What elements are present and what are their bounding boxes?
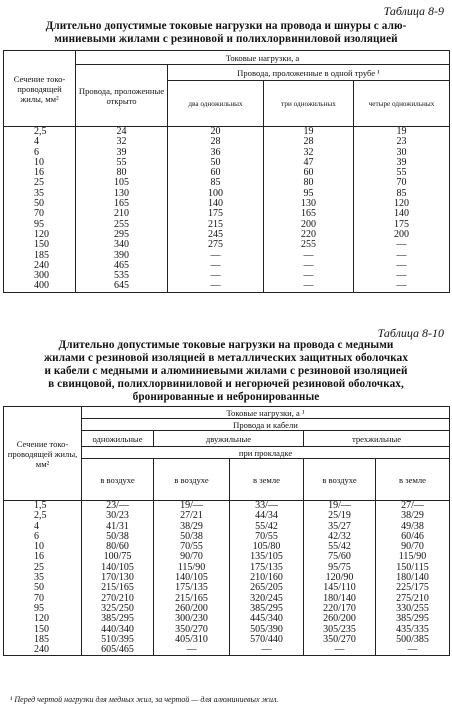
cell-section: 50 [4, 199, 76, 209]
table-row [4, 281, 450, 292]
column-header-load: Токовые нагрузки, а ¹ [82, 407, 450, 419]
table-row [4, 240, 450, 250]
cell-value: — [304, 645, 376, 656]
cell-value: 180/140 [304, 594, 376, 604]
cell-value: 275/210 [376, 594, 450, 604]
table-row [4, 271, 450, 281]
column-header-air: в воздухе [82, 459, 154, 501]
cell-section: 16 [4, 168, 76, 178]
cell-value: 220 [264, 230, 354, 240]
cell-section: 6 [4, 532, 82, 542]
cell-value: 330/255 [376, 604, 450, 614]
column-header-double: двужильные [154, 431, 304, 447]
cell-value: 350/270 [304, 635, 376, 645]
cell-value: 85 [168, 178, 264, 188]
cell-value: 25/19 [304, 511, 376, 521]
cell-section: 35 [4, 189, 76, 199]
cell-value: 105/80 [230, 542, 304, 552]
cell-value: 225/175 [376, 583, 450, 593]
table-row [4, 604, 450, 614]
cell-section: 95 [4, 220, 76, 230]
cell-value: 140 [168, 199, 264, 209]
cell-value: 175 [354, 220, 450, 230]
cell-value: 33/— [230, 501, 304, 512]
cell-value: — [168, 261, 264, 271]
cell-value: 140/105 [82, 563, 154, 573]
cell-value: 42/32 [304, 532, 376, 542]
cell-section: 150 [4, 240, 76, 250]
cell-value: 165 [264, 209, 354, 219]
cell-value: 200 [264, 220, 354, 230]
cell-value: — [354, 271, 450, 281]
cell-value: 50/38 [154, 532, 230, 542]
cell-value: 19/— [154, 501, 230, 512]
cell-section: 25 [4, 178, 76, 188]
cell-section: 150 [4, 625, 82, 635]
column-header-four: четыре одножильных [354, 81, 450, 127]
cell-section: 16 [4, 552, 82, 562]
table-row [4, 532, 450, 542]
cell-value: 28 [168, 137, 264, 147]
cell-section: 4 [4, 522, 82, 532]
cell-value: 38/29 [376, 511, 450, 521]
cell-value: 645 [76, 281, 168, 292]
table-row [4, 542, 450, 552]
cell-value: 80 [264, 178, 354, 188]
cell-value: 27/— [376, 501, 450, 512]
cell-value: 405/310 [154, 635, 230, 645]
cell-value: 95 [264, 189, 354, 199]
cell-section: 6 [4, 148, 76, 158]
cell-value: — [230, 645, 304, 656]
cell-value: — [168, 251, 264, 261]
cell-section: 50 [4, 583, 82, 593]
table-row [4, 168, 450, 178]
cell-value: 210 [76, 209, 168, 219]
cell-value: 39 [76, 148, 168, 158]
cell-value: — [168, 271, 264, 281]
cell-section: 70 [4, 209, 76, 219]
cell-value: 445/340 [230, 614, 304, 624]
cell-value: 60/46 [376, 532, 450, 542]
cell-value: 210/160 [230, 573, 304, 583]
table-row [4, 511, 450, 521]
cell-value: 30 [354, 148, 450, 158]
cell-value: 385/295 [230, 604, 304, 614]
cell-value: 38/29 [154, 522, 230, 532]
column-header-single: одножильные [82, 431, 154, 447]
cell-value: 130 [264, 199, 354, 209]
table-row [4, 563, 450, 573]
cell-section: 185 [4, 635, 82, 645]
cell-value: 75/60 [304, 552, 376, 562]
table-row [4, 148, 450, 158]
cell-value: 80 [76, 168, 168, 178]
cell-value: 270/210 [82, 594, 154, 604]
cell-value: 39 [354, 158, 450, 168]
cell-value: 150/115 [376, 563, 450, 573]
cell-value: 165 [76, 199, 168, 209]
cell-value: 300/230 [154, 614, 230, 624]
table-row [4, 522, 450, 532]
table-row [4, 625, 450, 635]
cell-section: 10 [4, 542, 82, 552]
cell-value: — [264, 251, 354, 261]
cell-value: 350/270 [154, 625, 230, 635]
cell-value: 28 [264, 137, 354, 147]
cell-value: 20 [168, 127, 264, 138]
cell-value: 305/235 [304, 625, 376, 635]
table-number-8-10: Таблица 8-10 [377, 326, 444, 340]
table-number-8-9: Таблица 8-9 [383, 4, 444, 18]
cell-value: 90/70 [376, 542, 450, 552]
cell-value: 50/38 [82, 532, 154, 542]
cell-value: 80/60 [82, 542, 154, 552]
cell-section: 35 [4, 573, 82, 583]
cell-value: 435/335 [376, 625, 450, 635]
cell-value: — [168, 281, 264, 292]
cell-value: 135/105 [230, 552, 304, 562]
cell-value: 320/245 [230, 594, 304, 604]
table-row [4, 261, 450, 271]
cell-value: 390 [76, 251, 168, 261]
table-row [4, 220, 450, 230]
table-8-10-title: Длительно допустимые токовые нагрузки на провода с медными жилами с резиновой изоляцией в металлических защитных оболочках и кабели с медными и алюминиевыми жилами с резиновой изоляцией в свинцовой, полихлорвиниловой и негорючей резиновой оболочках, бронированные и небронированные [43, 339, 409, 403]
cell-value: 140 [354, 209, 450, 219]
cell-value: 19 [354, 127, 450, 138]
cell-value: 505/390 [230, 625, 304, 635]
cell-value: 130 [76, 189, 168, 199]
cell-value: 32 [264, 148, 354, 158]
cell-value: 100/75 [82, 552, 154, 562]
cell-section: 400 [4, 281, 76, 292]
cell-section: 4 [4, 137, 76, 147]
cell-value: 47 [264, 158, 354, 168]
column-header-section: Сечение токо-проводящей жилы, мм² [4, 51, 76, 127]
cell-value: 180/140 [376, 573, 450, 583]
table-row [4, 583, 450, 593]
cell-section: 1,5 [4, 501, 82, 512]
column-header-three: три одножильных [264, 81, 354, 127]
cell-value: 44/34 [230, 511, 304, 521]
cell-value: 55 [354, 168, 450, 178]
cell-value: 260/200 [154, 604, 230, 614]
cell-value: 535 [76, 271, 168, 281]
table-row [4, 635, 450, 645]
cell-section: 240 [4, 645, 82, 656]
cell-value: 85 [354, 189, 450, 199]
column-header-ground: в земле [230, 459, 304, 501]
cell-value: 245 [168, 230, 264, 240]
cell-section: 300 [4, 271, 76, 281]
table-8-9 [3, 50, 450, 293]
cell-value: 295 [76, 230, 168, 240]
cell-value: 23/— [82, 501, 154, 512]
cell-section: 70 [4, 594, 82, 604]
cell-value: 120 [354, 199, 450, 209]
cell-value: 175/135 [230, 563, 304, 573]
cell-value: 465 [76, 261, 168, 271]
column-header-wires: Провода и кабели [82, 419, 450, 431]
cell-value: 60 [264, 168, 354, 178]
cell-section: 95 [4, 604, 82, 614]
cell-value: 275 [168, 240, 264, 250]
cell-value: 605/465 [82, 645, 154, 656]
cell-value: 115/90 [154, 563, 230, 573]
cell-value: 220/170 [304, 604, 376, 614]
column-header-pipe: Провода, проложенные в одной трубе ¹ [168, 65, 450, 81]
cell-value: 70/55 [230, 532, 304, 542]
cell-value: 255 [264, 240, 354, 250]
cell-value: 90/70 [154, 552, 230, 562]
column-header-air: в воздухе [154, 459, 230, 501]
cell-value: — [354, 281, 450, 292]
cell-value: — [354, 240, 450, 250]
table-row [4, 251, 450, 261]
cell-value: 325/250 [82, 604, 154, 614]
cell-value: 265/205 [230, 583, 304, 593]
table-row [4, 230, 450, 240]
table-row [4, 594, 450, 604]
cell-value: 215 [168, 220, 264, 230]
cell-value: 60 [168, 168, 264, 178]
column-header-open: Провода, проложенные открыто [76, 65, 168, 127]
cell-value: 170/130 [82, 573, 154, 583]
table-row [4, 573, 450, 583]
cell-value: 140/105 [154, 573, 230, 583]
cell-value: 255 [76, 220, 168, 230]
table-row [4, 127, 450, 138]
cell-value: 95/75 [304, 563, 376, 573]
cell-value: 41/31 [82, 522, 154, 532]
cell-value: — [264, 271, 354, 281]
cell-section: 2,5 [4, 127, 76, 138]
column-header-air: в воздухе [304, 459, 376, 501]
cell-value: — [376, 645, 450, 656]
column-header-section: Сечение токо-проводящей жилы, мм² [4, 407, 82, 501]
cell-value: 70 [354, 178, 450, 188]
column-header-triple: трехжильные [304, 431, 450, 447]
column-header-laying: при прокладке [82, 447, 450, 459]
cell-value: 55 [76, 158, 168, 168]
cell-value: 215/165 [82, 583, 154, 593]
cell-value: 23 [354, 137, 450, 147]
cell-section: 120 [4, 230, 76, 240]
table-row [4, 189, 450, 199]
column-header-two: два одножильных [168, 81, 264, 127]
cell-section: 25 [4, 563, 82, 573]
column-header-load: Токовые нагрузки, а [76, 51, 450, 65]
cell-value: 175 [168, 209, 264, 219]
table-8-9-title: Длительно допустимые токовые нагрузки на провода и шнуры с алю- миниевыми жилами с резиновой и полихлорвиниловой изоляцией [45, 20, 407, 45]
cell-value: 100 [168, 189, 264, 199]
cell-value: 260/200 [304, 614, 376, 624]
table-row [4, 137, 450, 147]
cell-value: 19/— [304, 501, 376, 512]
table-row [4, 158, 450, 168]
cell-section: 10 [4, 158, 76, 168]
table-8-10 [3, 406, 450, 656]
table-row [4, 501, 450, 512]
cell-value: 500/385 [376, 635, 450, 645]
cell-value: 30/23 [82, 511, 154, 521]
cell-section: 120 [4, 614, 82, 624]
cell-value: — [264, 281, 354, 292]
cell-value: 120/90 [304, 573, 376, 583]
table-row [4, 199, 450, 209]
cell-value: 27/21 [154, 511, 230, 521]
cell-value: 19 [264, 127, 354, 138]
table-row [4, 645, 450, 656]
cell-value: 440/340 [82, 625, 154, 635]
cell-value: 385/295 [82, 614, 154, 624]
cell-value: 24 [76, 127, 168, 138]
cell-value: 175/135 [154, 583, 230, 593]
table-row [4, 209, 450, 219]
table-row [4, 614, 450, 624]
table-row [4, 178, 450, 188]
cell-value: 50 [168, 158, 264, 168]
cell-value: 385/295 [376, 614, 450, 624]
cell-value: 105 [76, 178, 168, 188]
cell-value: 200 [354, 230, 450, 240]
cell-section: 2,5 [4, 511, 82, 521]
cell-value: 35/27 [304, 522, 376, 532]
footnote: ¹ Перед чертой нагрузки для медных жил, за чертой — для алюминиевых жил. [10, 695, 279, 704]
cell-value: 70/55 [154, 542, 230, 552]
cell-value: 510/395 [82, 635, 154, 645]
cell-value: 115/90 [376, 552, 450, 562]
cell-value: 215/165 [154, 594, 230, 604]
cell-value: 36 [168, 148, 264, 158]
cell-value: 55/42 [230, 522, 304, 532]
cell-value: 55/42 [304, 542, 376, 552]
cell-section: 185 [4, 251, 76, 261]
cell-value: 570/440 [230, 635, 304, 645]
cell-value: — [354, 251, 450, 261]
cell-value: 145/110 [304, 583, 376, 593]
cell-value: 340 [76, 240, 168, 250]
table-row [4, 552, 450, 562]
cell-value: 49/38 [376, 522, 450, 532]
cell-section: 240 [4, 261, 76, 271]
column-header-ground: в земле [376, 459, 450, 501]
cell-value: — [154, 645, 230, 656]
cell-value: — [264, 261, 354, 271]
cell-value: 32 [76, 137, 168, 147]
cell-value: — [354, 261, 450, 271]
